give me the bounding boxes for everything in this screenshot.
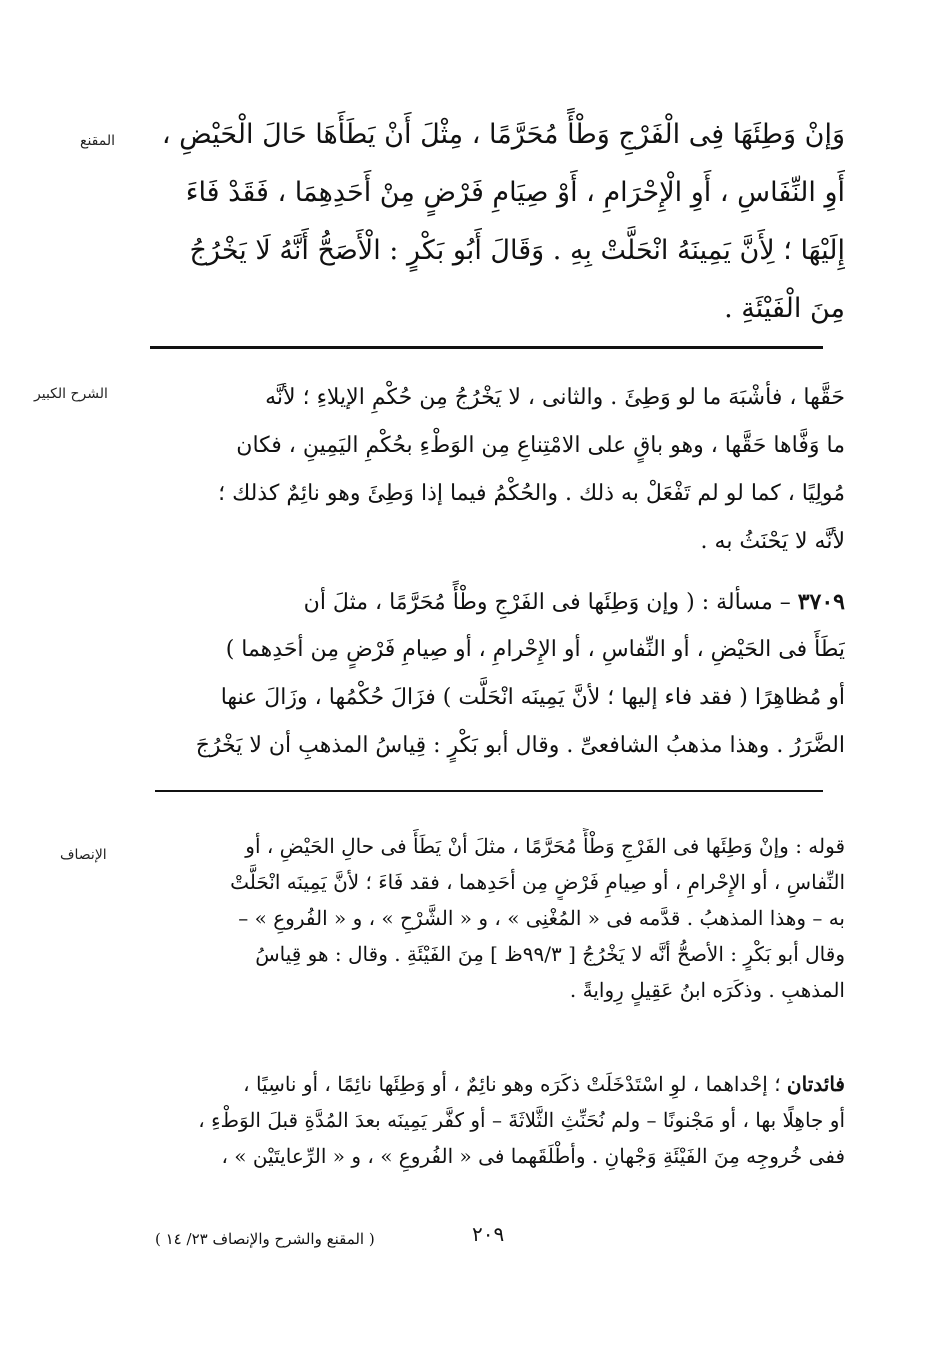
- fawaid-line: أو جاهِلًا بها ، أو مَجْنونًا – ولم نُحَنِّثِ الثَّلاثَةَ – أو كفَّر يَمِينَه بعدَ المُدَّةِ قبلَ الوَطْءِ ،: [198, 1108, 845, 1132]
- insaf-line: النِّفاسِ ، أو الإِحْرامِ ، أو صِيامِ فَرْضٍ مِن أحَدِهما ، فقد فَاءَ ؛ لأنَّ يَمِينَه انْحَلَّتْ: [230, 870, 845, 894]
- section-divider-bottom: [155, 790, 823, 792]
- sharh-line: مُولِيًا ، كما لو لم تَفْعَلْ به ذلك . والحُكْمُ فيما إذا وَطِئَ وهو نائِمٌ كذلك ؛: [218, 481, 845, 506]
- muqni-line: أَوِ النِّفَاسِ ، أَوِ الْإِحْرَامِ ، أَوْ صِيَامِ فَرْضٍ مِنْ أَحَدِهِمَا ، فَقَدْ فَاءَ: [185, 177, 845, 208]
- insaf-line: قوله : وإنْ وَطِئَها فى الفَرْجِ وَطْأً مُحَرَّمًا ، مثلَ أنْ يَطَأَ فى حالِ الحَيْضِ ، أو: [245, 834, 845, 858]
- muqni-label: المقنع: [80, 133, 116, 149]
- muqni-text-block: [140, 106, 845, 338]
- insaf-label: الإنصاف: [60, 847, 107, 863]
- fawaid-line: [155, 1066, 845, 1102]
- insaf-line: وقال أبو بَكْرٍ : الأصحُّ أنَّه لا يَخْرُجُ [ ٩٩/٣ظ ] مِنَ الفَيْئَةِ . وقال : هو قِياسُ: [255, 942, 845, 966]
- muqni-line: مِنَ الْفَيْئَةِ .: [724, 293, 845, 324]
- sharh-label: الشرح الكبير: [34, 386, 108, 402]
- insaf-text-block: [155, 828, 845, 1008]
- sharh-line: ما وَفَّاها حَقَّها ، وهو باقٍ على الامْتِناعِ مِن الوَطْءِ بحُكْمِ اليَمِينِ ، فكان: [236, 433, 845, 458]
- page-number: ٢٠٩: [472, 1222, 505, 1246]
- masala-line: الضَّرَرُ . وهذا مذهبُ الشافعىِّ . وقال أبو بَكْرٍ : قِياسُ المذهبِ أن لا يَخْرُجَ: [195, 733, 845, 758]
- masala-line: [150, 578, 845, 626]
- masala-line: أو مُظاهِرًا ( فقد فاء إليها ؛ لأنَّ يَمِينَه انْحَلَّت ) فزَالَ حُكْمُها ، وزَالَ عنها: [220, 685, 845, 710]
- insaf-line: المذهبِ . وذكَرَه ابنُ عَقِيلٍ رِوايةً .: [569, 978, 845, 1002]
- masala-line: يَطَأَ فى الحَيْضِ ، أو النِّفاسِ ، أو الإِحْرامِ ، أو صِيامِ فَرْضٍ مِن أحَدِهما ): [225, 637, 845, 662]
- masala-text-block: [150, 578, 845, 770]
- masala-line-rest: – مسألة : ( وإن وَطِئَها فى الفَرْجِ وطْأً مُحَرَّمًا ، مثلَ أن: [303, 590, 798, 615]
- insaf-line: به – وهذا المذهبُ . قدَّمه فى « المُغْنِى » ، و « الشَّرْحِ » ، و « الفُروعِ » –: [238, 906, 845, 930]
- fawaid-heading: فائدتان: [786, 1072, 845, 1096]
- muqni-line: إِلَيْهَا ؛ لِأَنَّ يَمِينَهُ انْحَلَّتْ بِهِ . وَقَالَ أَبُو بَكْرٍ : الْأَصَحُّ أَنَّهُ لَا يَخْرُجُ: [189, 235, 845, 266]
- fawaid-line-rest: ؛ إحْداهما ، لوِ اسْتَدْخَلَتْ ذكَرَه وهو نائِمٌ ، أو وَطِئَها نائِمًا ، أو ناسِيًا ،: [243, 1072, 787, 1096]
- fawaid-text-block: [155, 1066, 845, 1174]
- fawaid-line: ففى خُروجِه مِنَ الفَيْئَةِ وَجْهانِ . وأطْلَقَهما فى « الفُروعِ » ، و « الرِّعايتَيْن » ،: [221, 1144, 845, 1168]
- sharh-line: لأنَّه لا يَحْنَثُ به .: [700, 529, 845, 554]
- sharh-line: حَقَّها ، فأشْبَهَ ما لو وَطِئَ . والثانى ، لا يَخْرُجُ مِن حُكْمِ الإيلاءِ ؛ لأنَّه: [265, 385, 845, 410]
- muqni-line: وَإنْ وَطِئَهَا فِى الْفَرْجِ وَطْأً مُحَرَّمًا ، مِثْلَ أَنْ يَطَأَهَا حَالَ الْحَيْضِ ،: [161, 119, 845, 150]
- sharh-text-block: [150, 374, 845, 566]
- section-divider-top: [150, 346, 823, 349]
- masala-number: ٣٧٠٩: [797, 589, 845, 615]
- footer-book-title: ( المقنع والشرح والإنصاف ٢٣/ ١٤ ): [155, 1230, 375, 1248]
